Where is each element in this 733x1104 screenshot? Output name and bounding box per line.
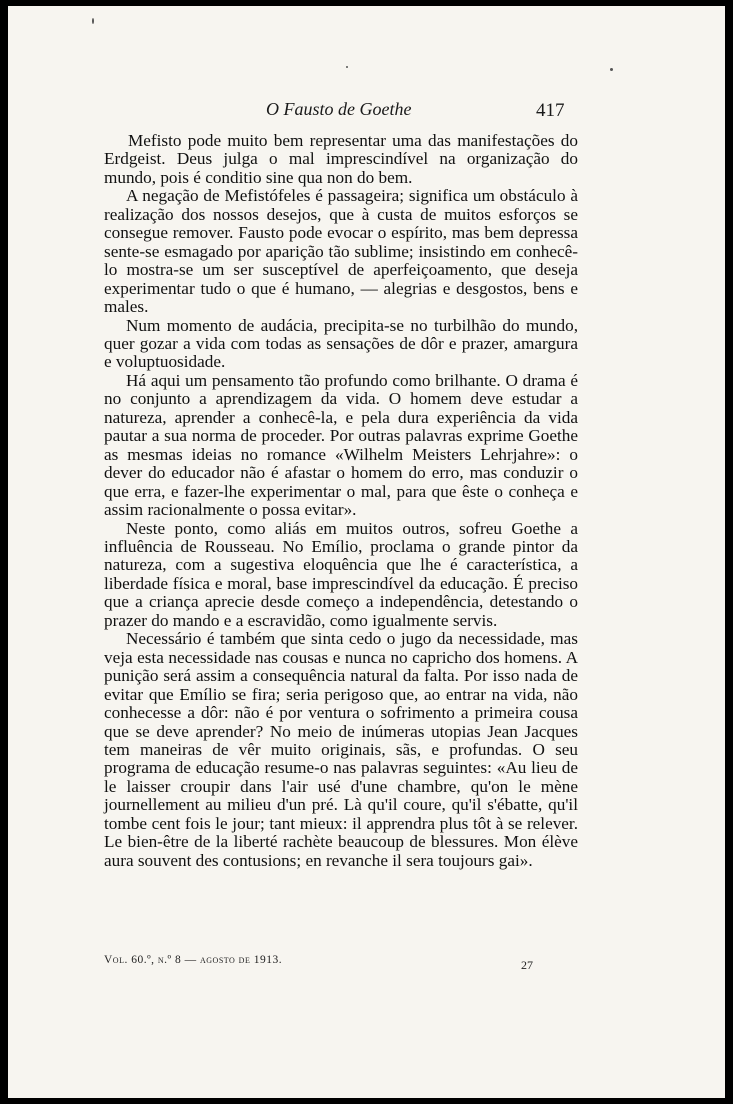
paragraph: Neste ponto, como aliás em muitos outros, sofreu Goethe a influência de Rousseau. No Emílio, proclama o grande pintor da natureza, com a sugestiva eloquência que lhe é característica, a liberdade física e moral, base imprescindível da educação. É preciso que a criança aprecie desde começo a independência, detestando o prazer do mando e a escravidão, como igualmente servis. <box>104 518 578 630</box>
paragraph: A negação de Mefistófeles é passageira; significa um obstáculo à realização dos nossos desejos, que à custa de muitos esforços se consegue remover. Fausto pode evocar o espírito, mas bem depressa sente-se esmagado por aparição tão sublime; insistindo em conhecê-lo mostra-se um ser susceptível de aperfeiçoamento, que deseja experimentar tudo o que é humano, — alegrias e desgostos, bens e males. <box>104 186 578 317</box>
paragraph: Necessário é também que sinta cedo o jugo da necessidade, mas veja esta necessidade nas cousas e nunca no capricho dos homens. A punição será assim a consequência natural da falta. Por isso nada de evitar que Emílio se fira; seria perigoso que, ao entrar na vida, não conhecesse a dôr: não é por ventura o sofrimento a primeira cousa que se deve aprender? No meio de inúmeras utopias Jean Jacques tem maneiras de vêr muito originais, sãs, e profundas. O seu programa de educação resume-o nas palavras seguintes: «Au lieu de le laisser croupir dans l'air usé d'une chambre, qu'on le mène journellement au milieu d'un pré. Là qu'il coure, qu'il s'ébatte, qu'il tombe cent fois le jour; tant mieux: il apprendra plus tôt à se relever. Le bien-être de la liberté rachète beaucoup de blessures. Mon élève aura souvent des contusions; en revanche il sera toujours gai». <box>104 629 578 870</box>
book-page <box>8 6 725 1098</box>
paragraph: Há aqui um pensamento tão profundo como brilhante. O drama é no conjunto a aprendizagem da vida. O homem deve estudar a natureza, aprender a conhecê-la, e pela dura experiência da vida pautar a sua norma de proceder. Por outras palavras exprime Goethe as mesmas ideias no romance «Wilhelm Meisters Lehrjahre»: o dever do educador não é afastar o homem do erro, mas conduzir o que erra, e fazer-lhe experimentar o mal, para que êste o conheça e assim racionalmente o possa evitar». <box>104 370 578 520</box>
page-header <box>8 94 725 124</box>
paragraph: Num momento de audácia, precipita-se no turbilhão do mundo, quer gozar a vida com todas as sensações de dôr e prazer, amargura e voluptuosidade. <box>104 315 578 372</box>
signature-mark: 27 <box>521 958 533 972</box>
paragraph: Mefisto pode muito bem representar uma das manifestações do Erdgeist. Deus julga o mal imprescindível na organização do mundo, pois é conditio sine qua non do bem. <box>104 131 578 187</box>
running-title: O Fausto de Goethe <box>266 99 412 119</box>
body-text <box>104 132 578 870</box>
volume-line: Vol. 60.º, n.º 8 — agosto de 1913. <box>104 954 283 966</box>
page-number: 417 <box>536 100 565 121</box>
